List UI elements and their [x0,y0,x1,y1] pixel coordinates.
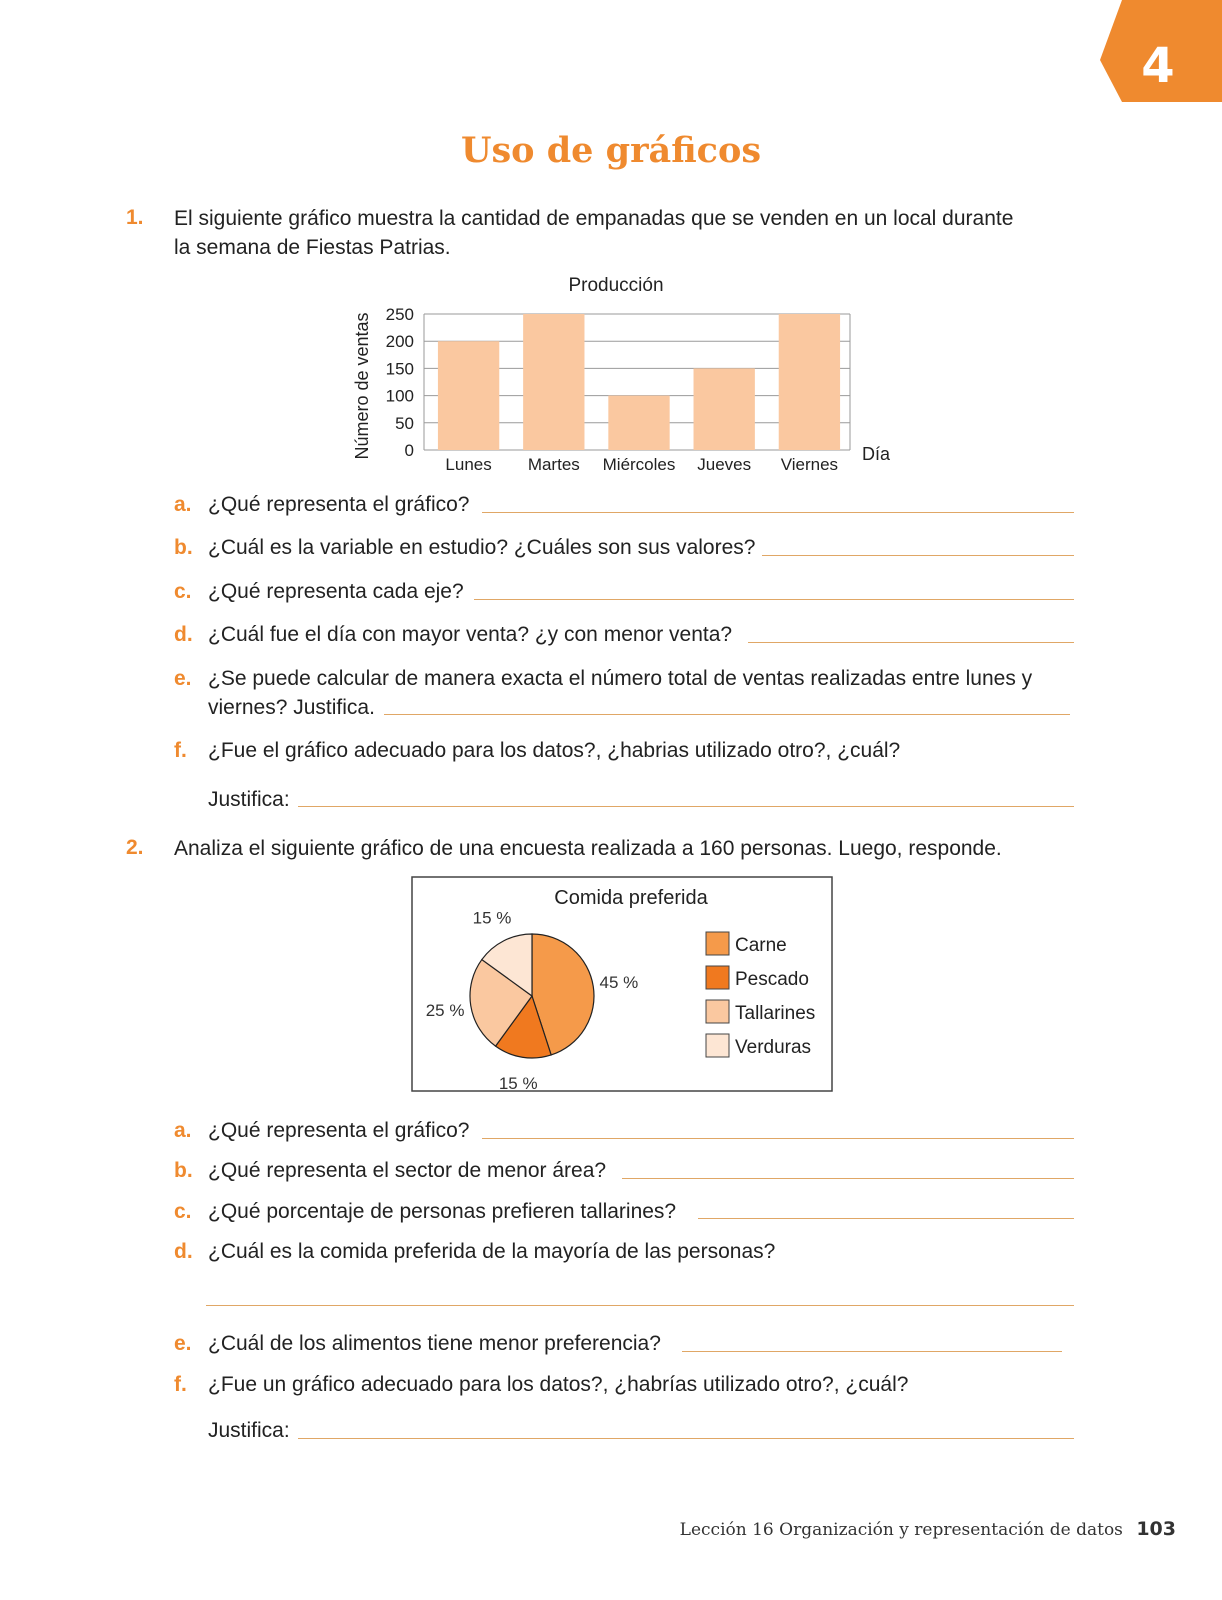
q1-item-e-line2: viernes? Justifica. [208,696,375,719]
x-tick-label: Lunes [445,455,492,474]
answer-line-1c[interactable] [474,599,1074,600]
legend-swatch-pescado [706,966,729,989]
q1-item-b [174,533,755,562]
answer-line-2a[interactable] [482,1138,1074,1139]
legend-swatch-tallarines [706,1000,729,1023]
page-footer [680,1518,1176,1540]
item-letter: f. [174,739,187,762]
y-tick-label: 250 [385,305,414,324]
answer-line-2b[interactable] [622,1178,1074,1179]
item-text: ¿Qué porcentaje de personas prefieren tallarines? [208,1200,677,1223]
item-letter: b. [174,536,193,559]
q1-item-c [174,577,464,606]
y-tick-label: 50 [395,413,414,433]
q1-justify-label: Justifica: [208,788,290,811]
q2-item-f [174,1370,908,1399]
bar-chart-ylabel: Número de ventas [352,312,372,460]
bar-jueves [694,368,755,450]
bar-chart-title: Producción [568,275,664,296]
y-tick-label: 150 [385,359,414,379]
lesson-label: Lección 16 [679,1520,774,1540]
bar-chart-x-ticks [445,455,838,474]
bar-miércoles [608,396,669,450]
page-number: 103 [1136,1518,1176,1540]
legend-swatch-verduras [706,1034,729,1057]
item-text: ¿Cuál es la comida preferida de la mayoría de las personas? [208,1240,776,1263]
bar-chart [340,266,920,486]
pie-label: 45 % [599,973,639,993]
item-letter: a. [174,493,192,516]
answer-line-1e[interactable] [384,714,1070,715]
pie-chart [411,876,833,1092]
pie-label: 15 % [472,908,512,928]
item-letter: e. [174,1332,192,1355]
q2-item-c [174,1197,676,1226]
bar-chart-y-ticks [386,305,414,460]
item-letter: c. [174,1200,192,1223]
lesson-title: Organización y representación de datos [779,1520,1123,1540]
unit-number: 4 [1141,38,1175,94]
answer-line-2e[interactable] [682,1351,1062,1352]
pie-label: 25 % [425,1000,465,1020]
item-letter: c. [174,580,192,603]
bar-viernes [779,314,840,450]
item-text: ¿Qué representa el sector de menor área? [208,1159,607,1182]
x-tick-label: Martes [527,455,580,474]
item-letter: b. [174,1159,193,1182]
y-tick-label: 200 [385,332,414,352]
pie-chart-slices [470,934,594,1058]
q1-item-e [174,664,1032,693]
pie-chart-title: Comida preferida [554,887,708,909]
q1-item-f [174,736,900,765]
bar-chart-xlabel: Día [862,444,891,464]
q1-item-a [174,490,469,519]
legend-label: Carne [735,935,787,956]
pie-label: 15 % [498,1073,538,1092]
answer-line-1f[interactable] [298,806,1074,807]
legend-label: Verduras [735,1037,812,1058]
q2-item-e [174,1329,661,1358]
answer-line-2f[interactable] [298,1438,1074,1439]
q1-text-line2: la semana de Fiestas Patrias. [174,236,451,259]
q2-item-b [174,1156,606,1185]
bar-martes [523,314,584,450]
x-tick-label: Miércoles [602,455,676,474]
q2-item-d [174,1237,775,1266]
item-text: ¿Cuál fue el día con mayor venta? ¿y con menor venta? [208,623,733,646]
item-text: ¿Cuál de los alimentos tiene menor preferencia? [208,1332,661,1355]
answer-line-1a[interactable] [482,512,1074,513]
item-text: ¿Fue el gráfico adecuado para los datos?, ¿habrias utilizado otro?, ¿cuál? [208,739,901,762]
y-tick-label: 0 [404,441,414,460]
answer-line-1b[interactable] [762,555,1074,556]
bar-chart-bars [438,314,840,450]
q1-item-d [174,620,732,649]
item-letter: a. [174,1119,192,1142]
item-text: ¿Fue un gráfico adecuado para los datos?, ¿habrías utilizado otro?, ¿cuál? [208,1373,909,1396]
item-text: ¿Qué representa cada eje? [208,580,464,603]
answer-line-1d[interactable] [748,642,1074,643]
y-tick-label: 100 [385,386,414,406]
x-tick-label: Viernes [780,455,839,474]
legend-label: Pescado [735,969,809,990]
answer-line-2d[interactable] [206,1305,1074,1306]
q2-number: 2. [126,836,144,859]
item-letter: f. [174,1373,187,1396]
item-text: ¿Se puede calcular de manera exacta el número total de ventas realizadas entre lunes y [208,667,1033,690]
q1-text-line1: El siguiente gráfico muestra la cantidad de empanadas que se venden en un local durante [174,207,1014,230]
bar-lunes [438,341,499,450]
q2-text: Analiza el siguiente gráfico de una encuesta realizada a 160 personas. Luego, responde. [174,837,1002,860]
page-title: Uso de gráficos [460,130,762,171]
item-letter: d. [174,623,193,646]
q1-number: 1. [126,206,144,229]
answer-line-2c[interactable] [698,1218,1074,1219]
item-letter: e. [174,667,192,690]
item-letter: d. [174,1240,193,1263]
item-text: ¿Qué representa el gráfico? [208,493,470,516]
q2-justify-label: Justifica: [208,1419,290,1442]
q2-item-a [174,1116,469,1145]
legend-swatch-carne [706,932,729,955]
x-tick-label: Jueves [697,455,752,474]
legend-label: Tallarines [735,1003,816,1024]
item-text: ¿Cuál es la variable en estudio? ¿Cuáles son sus valores? [208,536,756,559]
item-text: ¿Qué representa el gráfico? [208,1119,470,1142]
